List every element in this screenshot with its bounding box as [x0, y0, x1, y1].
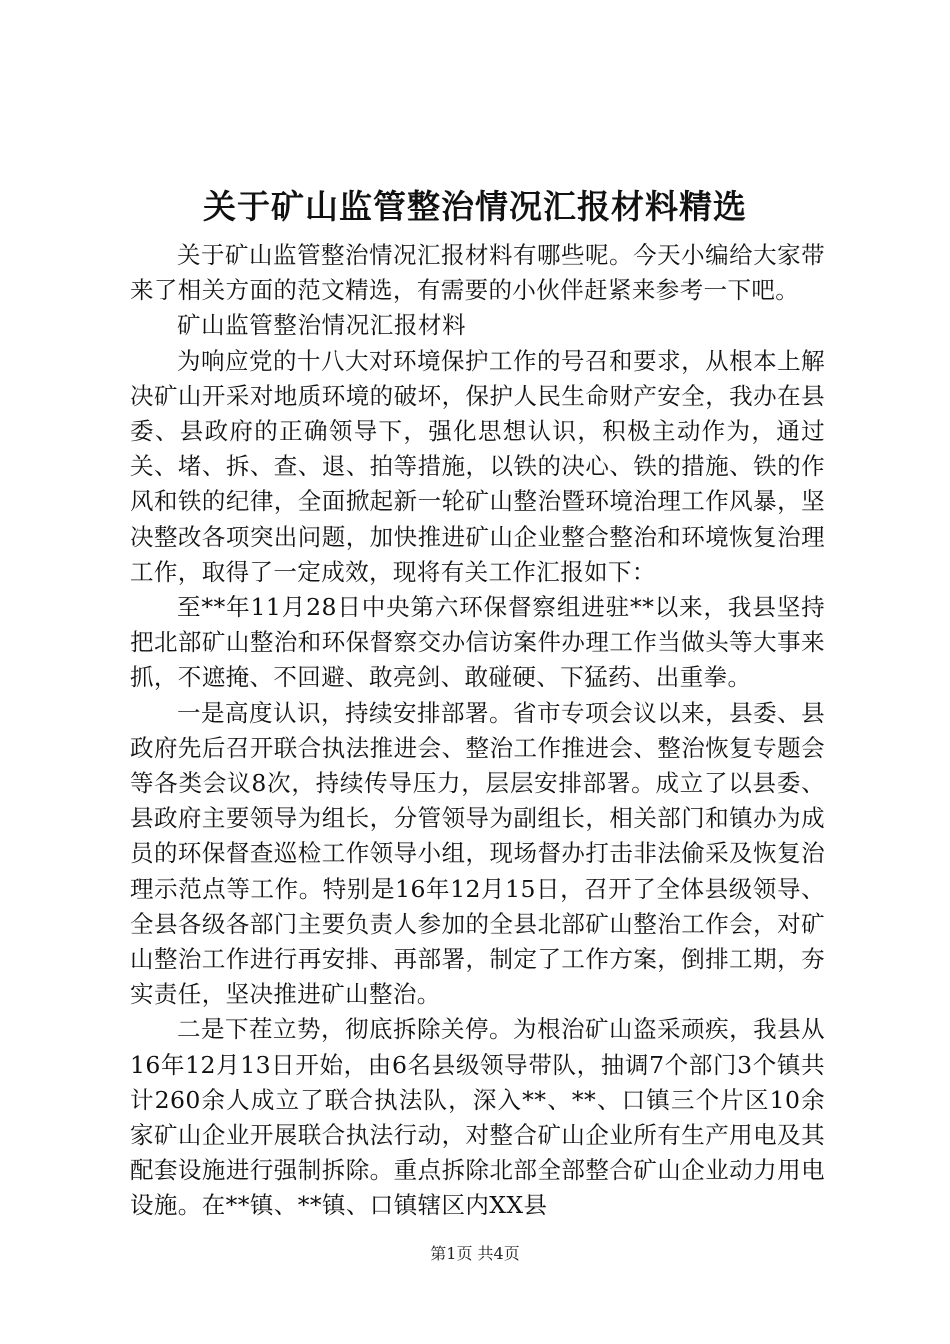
document-body [130, 238, 825, 1224]
document-title: 关于矿山监管整治情况汇报材料精选 [203, 187, 747, 226]
body-paragraph: 二是下茬立势，彻底拆除关停。为根治矿山盗采顽疾，我县从16年12月13日开始，由6名县级领导带队，抽调7个部门3个镇共计260余人成立了联合执法队，深入**、**、口镇三个片区10余家矿山企业开展联合执法行动，对整合矿山企业所有生产用电及其配套设施进行强制拆除。重点拆除北部全部整合矿山企业动力用电设施。在**镇、**镇、口镇辖区内XX县 [130, 1015, 825, 1220]
body-paragraph: 为响应党的十八大对环境保护工作的号召和要求，从根本上解决矿山开采对地质环境的破坏，保护人民生命财产安全，我办在县委、县政府的正确领导下，强化思想认识，积极主动作为，通过关、堵、拆、查、退、拍等措施，以铁的决心、铁的措施、铁的作风和铁的纪律，全面掀起新一轮矿山整治暨环境治理工作风暴，坚决整改各项突出问题，加快推进矿山企业整合整治和环境恢复治理工作，取得了一定成效，现将有关工作汇报如下： [130, 346, 825, 586]
intro-paragraph: 关于矿山监管整治情况汇报材料有哪些呢。今天小编给大家带来了相关方面的范文精选，有需要的小伙伴赶紧来参考一下吧。 [130, 241, 825, 305]
page-footer: 第1页 共4页 [430, 1244, 520, 1263]
body-paragraph: 一是高度认识，持续安排部署。省市专项会议以来，县委、县政府先后召开联合执法推进会、整治工作推进会、整治恢复专题会等各类会议8次，持续传导压力，层层安排部署。成立了以县委、县政府主要领导为组长，分管领导为副组长，相关部门和镇办为成员的环保督查巡检工作领导小组，现场督办打击非法偷采及恢复治理示范点等工作。特别是16年12月15日，召开了全体县级领导、全县各级各部门主要负责人参加的全县北部矿山整治工作会，对矿山整治工作进行再安排、再部署，制定了工作方案，倒排工期，夯实责任，坚决推进矿山整治。 [130, 698, 825, 1009]
section-heading: 矿山监管整治情况汇报材料 [177, 311, 467, 340]
body-paragraph: 至**年11月28日中央第六环保督察组进驻**以来，我县坚持把北部矿山整治和环保督察交办信访案件办理工作当做头等大事来抓，不遮掩、不回避、敢亮剑、敢碰硬、下猛药、出重拳。 [130, 593, 825, 692]
